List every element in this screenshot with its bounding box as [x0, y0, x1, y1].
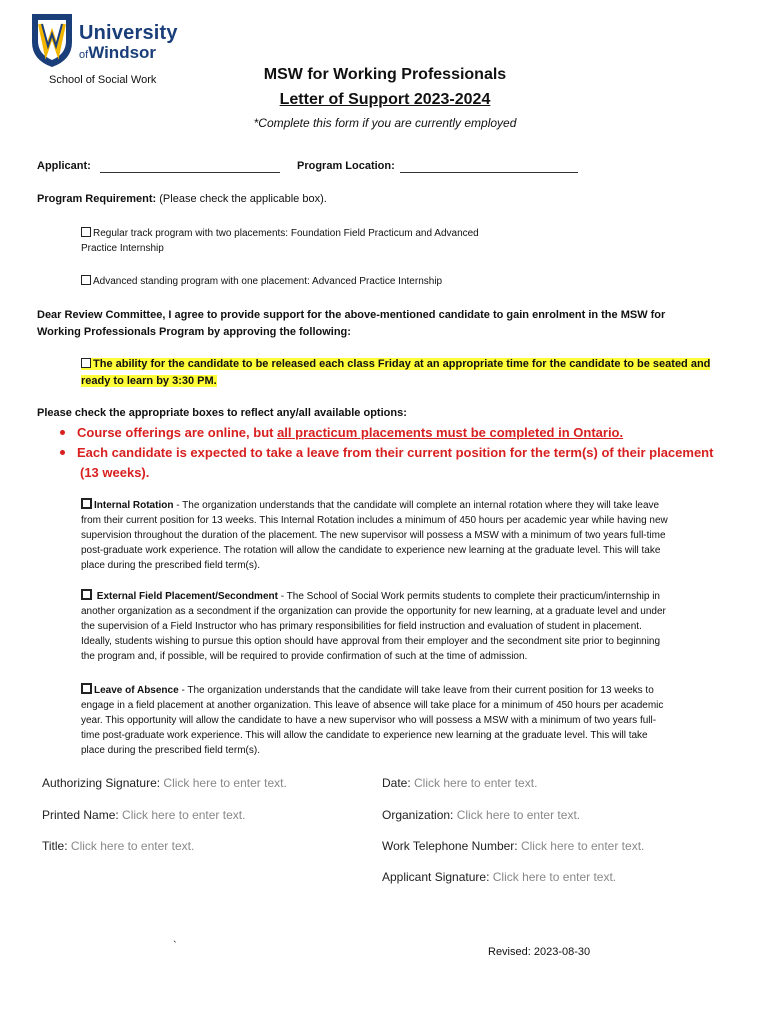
program-requirement: Program Requirement: (Please check the applicable box). — [37, 193, 327, 205]
friday-release-option: The ability for the candidate to be released each class Friday at an appropriate time for the candidate to be seated and ready to learn by 3:30 PM. — [81, 358, 711, 387]
authorizing-signature-row: Authorizing Signature: Click here to enter text. — [42, 776, 287, 790]
employment-note: *Complete this form if you are currently employed — [253, 116, 517, 130]
applicant-signature-row: Applicant Signature: Click here to enter text. — [382, 870, 617, 884]
university-crest-icon — [30, 12, 74, 68]
school-name: School of Social Work — [49, 74, 157, 86]
applicant-field[interactable] — [100, 160, 280, 173]
advanced-standing-checkbox[interactable] — [81, 275, 91, 285]
logo-windsor-text: ofWindsor — [79, 43, 157, 62]
internal-rotation-checkbox[interactable] — [81, 498, 92, 509]
bullet-leave-expected: Each candidate is expected to take a leave from their current position for the term(s) of their placement (13 weeks). — [60, 443, 713, 483]
options-heading: Please check the appropriate boxes to reflect any/all available options: — [37, 407, 407, 419]
page-subtitle: Letter of Support 2023-2024 — [279, 91, 491, 108]
date-field[interactable]: Click here to enter text. — [414, 776, 538, 790]
revised-date: Revised: 2023-08-30 — [488, 946, 591, 958]
authorizing-signature-field[interactable]: Click here to enter text. — [163, 776, 287, 790]
organization-field[interactable]: Click here to enter text. — [456, 808, 581, 822]
leave-of-absence-checkbox[interactable] — [81, 683, 92, 694]
applicant-label: Applicant: — [37, 160, 91, 172]
applicant-signature-field[interactable]: Click here to enter text. — [492, 870, 617, 884]
page-title: MSW for Working Professionals — [263, 66, 507, 83]
printed-name-field[interactable]: Click here to enter text. — [122, 808, 246, 822]
work-telephone-row: Work Telephone Number: Click here to enter text. — [382, 839, 645, 853]
external-placement-option: External Field Placement/Secondment - The School of Social Work permits students to complete their practicum/internship in another organization as a secondment if the organization can provide the opportunity for new learning, at a graduate level and under the supervision of a Field Instructor who has primary responsibilities for field instruction and evaluation of student in placement. Ideally, students wishing to pursue this option should have approval from their employer and the secondment site prior to beginning the program and, if possible, will be required to provide confirmation of such at the time of admission. — [81, 591, 666, 662]
program-location-label: Program Location: — [297, 160, 395, 172]
advanced-standing-option: Advanced standing program with one placement: Advanced Practice Internship — [81, 274, 442, 289]
program-location-field[interactable] — [400, 160, 578, 173]
printed-name-row: Printed Name: Click here to enter text. — [42, 808, 246, 822]
bullet-online-courses: Course offerings are online, but all practicum placements must be completed in Ontario. — [60, 423, 623, 443]
title-field[interactable]: Click here to enter text. — [70, 839, 195, 853]
leave-of-absence-option: Leave of Absence - The organization understands that the candidate will take leave from their current position for 13 weeks to engage in a field placement at another organization. This leave of absence will take place for a minimum of 450 hours per academic year. This opportunity will allow the candidate to have a new supervisor who will possess a MSW with a minimum of two years full- time post-graduate work experience. This will allow the candidate to experience new learning at the graduate level. This will take place during the prescribed field term(s). — [81, 685, 664, 756]
organization-row: Organization: Click here to enter text. — [382, 808, 581, 822]
logo-university-text: University — [79, 22, 178, 44]
external-placement-checkbox[interactable] — [81, 589, 92, 600]
title-row: Title: Click here to enter text. — [42, 839, 195, 853]
committee-statement: Dear Review Committee, I agree to provide support for the above-mentioned candidate to gain enrolment in the MSW for Working Professionals Program by approving the following: — [37, 309, 666, 338]
bullet-icon — [60, 430, 65, 435]
work-telephone-field[interactable]: Click here to enter text. — [520, 839, 645, 853]
internal-rotation-option: Internal Rotation - The organization understands that the candidate will complete an internal rotation where they will take leave from their current position for 13 weeks. This Internal Rotation includes a minimum of 450 hours per academic year while having new supervision throughout the duration of the placement. The new supervisor will possess a MSW with a minimum of two years full-time post-graduate work experience. The rotation will allow the candidate to experience new learning at the graduate level. This will take place during the prescribed field term(s). — [81, 500, 668, 571]
bullet-icon — [60, 450, 65, 455]
date-row: Date: Click here to enter text. — [382, 776, 538, 790]
regular-track-option: Regular track program with two placements: Foundation Field Practicum and Advanced Practice Internship — [81, 228, 479, 254]
regular-track-checkbox[interactable] — [81, 227, 91, 237]
friday-release-checkbox[interactable] — [81, 358, 91, 368]
footer-mark: ` — [173, 940, 177, 952]
